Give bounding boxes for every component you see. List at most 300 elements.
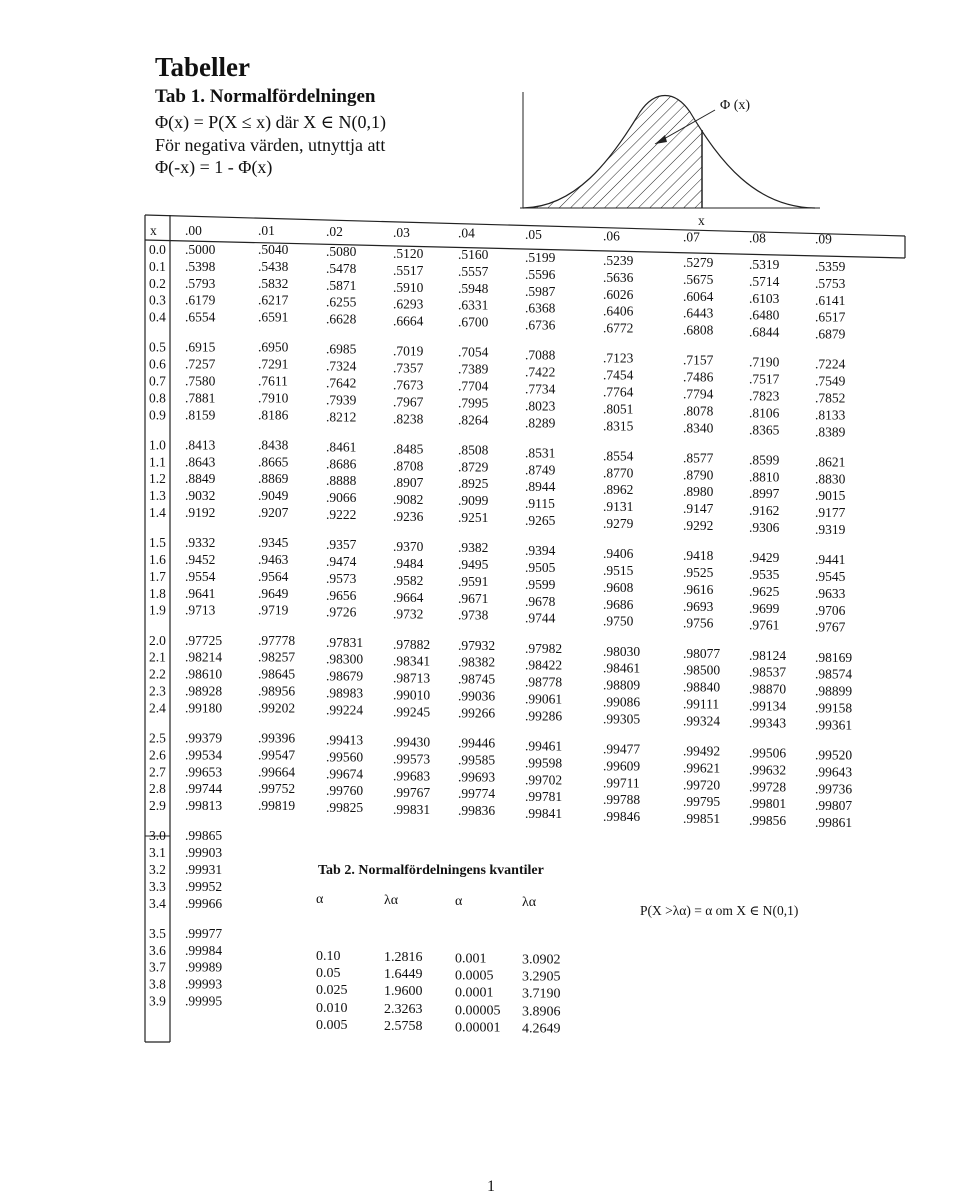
table-1-cell: .98713: [393, 670, 431, 686]
table-1-cell: .99728: [749, 779, 787, 795]
table-1-cell: .5239: [603, 253, 634, 268]
table-1-cell: .9699: [749, 600, 780, 616]
table-1-cell: .9066: [326, 490, 357, 506]
table-1-cell: .99788: [603, 792, 641, 808]
table-1-cell: .7580: [185, 373, 216, 389]
table-1-cell: .99984: [185, 942, 223, 958]
table-1-cell: .8238: [393, 411, 424, 427]
table-1-cell: .7673: [393, 377, 424, 393]
table-1-cell: .99989: [185, 959, 223, 975]
table-1-row-label: 0.9: [149, 407, 166, 423]
table-1-cell: .8106: [749, 405, 780, 421]
table-1-cell: .99520: [815, 747, 853, 763]
table-1-cell: .98422: [525, 657, 563, 673]
table-1-cell: .99825: [326, 800, 364, 816]
table-1-cell: .8962: [603, 482, 634, 498]
table-1-cell: .99010: [393, 687, 431, 703]
table-1-row-label: 1.4: [149, 505, 166, 520]
table-1-cell: .99744: [185, 781, 223, 797]
table-2-title: Tab 2. Normalfördelningens kvantiler: [318, 863, 544, 878]
table-2-cell: 4.2649: [522, 1021, 561, 1037]
table-1-cell: .9370: [393, 539, 424, 555]
table-1-column-header: .01: [258, 223, 275, 238]
table-1-cell: .6915: [185, 339, 216, 355]
table-1-cell: .98124: [749, 647, 787, 663]
table-1-cell: .7995: [458, 395, 489, 411]
table-1-cell: .98645: [258, 666, 296, 682]
table-1-cell: .9332: [185, 535, 216, 551]
table-1-cell: .6331: [458, 297, 489, 313]
table-1-cell: .7549: [815, 373, 846, 389]
table-1-cell: .7734: [525, 381, 556, 397]
table-1-cell: .99585: [458, 752, 496, 768]
table-1-cell: .9192: [185, 505, 216, 520]
table-1-cell: .9564: [258, 568, 289, 584]
table-1-row-label: 0.4: [149, 309, 166, 325]
table-1-cell: .9713: [185, 602, 216, 618]
table-1-cell: .8212: [326, 409, 357, 425]
table-1-cell: .9554: [185, 568, 216, 584]
table-1-cell: .97831: [326, 634, 364, 650]
table-1-cell: .99795: [683, 794, 721, 810]
table-1-cell: .7910: [258, 390, 289, 406]
table-1-cell: .9418: [683, 548, 714, 564]
table-1-cell: .5478: [326, 260, 357, 276]
table-1-cell: .8749: [525, 462, 556, 478]
table-1-row-label: 3.8: [149, 976, 166, 992]
table-1-cell: .8790: [683, 467, 714, 483]
table-1-cell: .8729: [458, 459, 489, 475]
table-1-cell: .99952: [185, 878, 223, 894]
table-1-cell: .99534: [185, 747, 223, 763]
graph-phi-label: Φ (x): [720, 98, 751, 113]
table-1-cell: .8770: [603, 465, 634, 481]
table-1-cell: .99702: [525, 772, 563, 788]
table-1-cell: .8907: [393, 475, 424, 491]
table-1-cell: .8461: [326, 439, 357, 455]
table-1-column-header: .00: [185, 223, 202, 238]
table-1-cell: .97932: [458, 637, 496, 653]
table-1-cell: .9750: [603, 613, 634, 629]
table-1-cell: .98500: [683, 662, 721, 678]
table-1-cell: .9474: [326, 554, 357, 569]
table-1-cell: .99202: [258, 700, 296, 716]
table-1-cell: .9616: [683, 581, 714, 597]
table-1-cell: .99683: [393, 768, 431, 784]
table-1-cell: .98341: [393, 653, 431, 669]
table-1-cell: .9608: [603, 579, 634, 595]
table-1-cell: .97725: [185, 632, 223, 648]
table-1-cell: .6293: [393, 296, 424, 312]
table-1-row-label: 3.9: [149, 993, 166, 1009]
table-1-cell: .9015: [815, 488, 846, 504]
table-1-cell: .9641: [185, 585, 216, 601]
table-1-cell: .9207: [258, 505, 289, 520]
table-1-cell: .99492: [683, 743, 721, 759]
table-1-cell: .9599: [525, 576, 556, 592]
table-1-cell: .9082: [393, 492, 424, 508]
table-1-cell: .9744: [525, 610, 556, 626]
table-2-cell: 0.00001: [455, 1020, 501, 1036]
table-1-cell: .6700: [458, 314, 489, 330]
table-1-cell: .99767: [393, 785, 431, 801]
table-1-cell: .6255: [326, 294, 357, 310]
table-1-cell: .8051: [603, 401, 634, 417]
table-1-cell: .6772: [603, 320, 634, 336]
table-1-row-label: 0.5: [149, 339, 166, 355]
table-1-row-label: 1.8: [149, 585, 166, 601]
table-1-cell: .9625: [749, 583, 780, 599]
table-1-cell: .7764: [603, 384, 634, 400]
table-1-cell: .6443: [683, 305, 714, 321]
table-1-cell: .99836: [458, 803, 496, 819]
table-1-cell: .6179: [185, 292, 216, 308]
table-1-cell: .98809: [603, 677, 641, 693]
table-1-cell: .9441: [815, 552, 846, 568]
table-1-cell: .98956: [258, 683, 296, 699]
table-1-cell: .5120: [393, 246, 424, 261]
table-1-cell: .99819: [258, 798, 296, 814]
table-1-cell: .7517: [749, 371, 780, 387]
table-1-column-header: .06: [603, 228, 620, 244]
table-1-cell: .5675: [683, 271, 714, 287]
negative-values-line-2: Φ(-x) = 1 - Φ(x): [155, 157, 273, 177]
table-1-cell: .6217: [258, 292, 289, 308]
table-1-cell: .8159: [185, 407, 216, 423]
table-1-cell: .5948: [458, 280, 489, 296]
table-1-row-label: 0.6: [149, 356, 166, 372]
table-1-cell: .6844: [749, 324, 780, 340]
table-1-cell: .6554: [185, 309, 216, 325]
table-1-cell: .5871: [326, 277, 357, 293]
table-1-column-header: .05: [525, 227, 542, 242]
table-1-row-label: 0.1: [149, 258, 166, 274]
table-1-row-label: 3.3: [149, 878, 166, 894]
table-1-cell: .8599: [749, 452, 780, 468]
table-1-cell: .8980: [683, 484, 714, 500]
table-1-cell: .9319: [815, 522, 846, 537]
table-1-row-label: 3.6: [149, 942, 166, 958]
table-1-cell: .9505: [525, 560, 556, 575]
table-1-row-label: 2.2: [149, 666, 166, 682]
table-1-cell: .5040: [258, 242, 289, 257]
table-1-cell: .8413: [185, 437, 216, 453]
table-1-cell: .8438: [258, 437, 289, 453]
table-2-cell: 0.0005: [455, 968, 494, 984]
table-1-cell: .99846: [603, 809, 641, 825]
table-1-cell: .7454: [603, 367, 634, 383]
table-1-cell: .6950: [258, 339, 289, 355]
table-1-cell: .5832: [258, 275, 289, 291]
table-1-heading: Tab 1. Normalfördelningen: [155, 86, 376, 107]
table-1-cell: .99774: [458, 786, 496, 802]
table-1-cell: .98382: [458, 654, 496, 670]
table-1-row-label: 1.3: [149, 488, 166, 504]
table-1-cell: .98778: [525, 674, 563, 690]
table-1-cell: .8078: [683, 403, 714, 419]
table-1-cell: .6480: [749, 307, 780, 323]
table-1-cell: .7704: [458, 378, 489, 394]
table-1-cell: .9535: [749, 567, 780, 582]
table-1-cell: .5319: [749, 257, 780, 272]
table-1-cell: .9484: [393, 556, 424, 571]
table-1-cell: .99664: [258, 764, 296, 780]
table-2: [316, 863, 798, 1037]
table-1-cell: .99598: [525, 755, 563, 771]
table-1-cell: .6406: [603, 303, 634, 319]
table-1-cell: .99632: [749, 762, 787, 778]
table-1-cell: .8869: [258, 471, 289, 487]
table-1-cell: .98745: [458, 671, 496, 687]
table-1-cell: .7123: [603, 350, 634, 366]
table-2-cell: 0.001: [455, 951, 487, 967]
table-1-cell: .9357: [326, 537, 357, 553]
table-1-row-label: 2.1: [149, 649, 166, 665]
table-1-cell: .9515: [603, 563, 634, 578]
table-2-note: P(X >λα) = α om X ∈ N(0,1): [640, 903, 799, 918]
table-1-cell: .99180: [185, 700, 223, 716]
table-1-cell: .99506: [749, 745, 787, 761]
table-2-cell: 1.9600: [384, 984, 423, 1000]
table-1-cell: .98077: [683, 645, 721, 661]
table-1-cell: .9671: [458, 590, 489, 606]
table-1-cell: .6517: [815, 309, 846, 325]
table-1-cell: .5910: [393, 279, 424, 295]
table-1-cell: .99547: [258, 747, 296, 763]
table-1-cell: .9732: [393, 606, 424, 622]
table-1-cell: .98574: [815, 666, 853, 682]
table-1-cell: .99841: [525, 806, 563, 822]
table-1-cell: .9664: [393, 589, 424, 605]
table-1-cell: .6879: [815, 326, 846, 342]
table-1-cell: .8186: [258, 407, 289, 423]
table-1-cell: .99036: [458, 688, 496, 704]
table-1-cell: .9406: [603, 546, 634, 562]
table-1-cell: .6103: [749, 290, 780, 306]
table-1-cell: .6664: [393, 313, 424, 329]
table-1-row-label: 2.5: [149, 730, 166, 746]
table-1-row-label: 1.9: [149, 602, 166, 618]
table-2-cell: 0.10: [316, 949, 341, 964]
table-1-cell: .7291: [258, 356, 289, 372]
table-1-cell: .99966: [185, 895, 223, 911]
table-2-cell: 2.5758: [384, 1019, 423, 1035]
table-1-cell: .99134: [749, 698, 787, 714]
table-1-cell: .8849: [185, 471, 216, 487]
table-1-cell: .99643: [815, 764, 853, 780]
table-1-row-label: 2.6: [149, 747, 166, 763]
table-1-row-label: 3.7: [149, 959, 166, 975]
table-1-cell: .6736: [525, 317, 556, 333]
table-1-cell: .99560: [326, 749, 364, 765]
table-1-cell: .98214: [185, 649, 223, 665]
table-1-cell: .6064: [683, 288, 714, 304]
table-1-cell: .7324: [326, 358, 357, 374]
graph-x-label: x: [698, 213, 705, 228]
table-1-cell: .98983: [326, 685, 364, 701]
table-2-cell: 2.3263: [384, 1002, 423, 1018]
table-2-cell: 0.00005: [455, 1003, 501, 1019]
table-1-cell: .99477: [603, 741, 641, 757]
table-1-cell: .9656: [326, 587, 357, 603]
table-1-cell: .8888: [326, 473, 357, 489]
table-1-cell: .7852: [815, 390, 846, 406]
table-1-cell: .8485: [393, 441, 424, 457]
table-1-cell: .7794: [683, 386, 714, 402]
table-2-header: λα: [384, 893, 399, 908]
table-1-cell: .7967: [393, 394, 424, 410]
table-1-row-label: 0.7: [149, 373, 166, 389]
table-1-cell: .7823: [749, 388, 780, 404]
table-1-cell: .99931: [185, 862, 223, 877]
table-1-cell: .99831: [393, 802, 431, 818]
table-1-row-label: 2.8: [149, 781, 166, 797]
table-2-cell: 0.025: [316, 983, 348, 998]
table-1-cell: .99061: [525, 691, 563, 707]
table-1-row-label: 1.6: [149, 552, 166, 567]
table-1-cell: .6591: [258, 309, 289, 325]
table-1-cell: .98257: [258, 649, 296, 665]
table-2-header: α: [316, 892, 324, 907]
table-1-cell: .5557: [458, 263, 489, 279]
table-1-cell: .99995: [185, 993, 223, 1009]
table-1-cell: .5636: [603, 269, 634, 285]
table-1-cell: .99653: [185, 764, 223, 780]
table-1-cell: .8389: [815, 424, 846, 440]
table-1-cell: .5160: [458, 247, 489, 262]
table-1-cell: .5000: [185, 242, 216, 257]
table-1-cell: .7611: [258, 373, 288, 389]
table-1-cell: .7642: [326, 375, 357, 391]
table-1-row-label: 1.5: [149, 535, 166, 551]
table-1-cell: .5279: [683, 255, 714, 270]
table-1-cell: .98537: [749, 664, 787, 680]
table-1-cell: .5438: [258, 258, 289, 274]
table-1-cell: .7881: [185, 390, 216, 406]
table-1-row-label: 0.8: [149, 390, 166, 406]
table-1-cell: .97982: [525, 640, 563, 656]
table-2-cell: 3.0902: [522, 952, 561, 968]
table-1-cell: .9738: [458, 607, 489, 623]
table-1-cell: .7054: [458, 344, 489, 360]
table-1-cell: .99752: [258, 781, 296, 797]
table-1-cell: .9726: [326, 604, 357, 620]
table-1-cell: .9147: [683, 501, 714, 517]
table-1-cell: .99446: [458, 735, 496, 751]
table-1-cell: .98461: [603, 660, 641, 676]
table-1-cell: .99801: [749, 796, 787, 812]
table-1-x-header: x: [150, 223, 157, 238]
table-1-cell: .99086: [603, 694, 641, 710]
table-1-cell: .99609: [603, 758, 641, 774]
table-1-cell: .9649: [258, 585, 289, 601]
table-1-row-label: 1.7: [149, 568, 166, 584]
table-1-column-header: .08: [749, 230, 766, 246]
table-2-cell: 1.6449: [384, 967, 423, 983]
table-2-header: λα: [522, 895, 537, 910]
table-1-cell: .7088: [525, 347, 556, 363]
table-1-cell: .8810: [749, 469, 780, 485]
table-1-cell: .99158: [815, 700, 853, 716]
table-1-cell: .98610: [185, 666, 223, 682]
table-1-cell: .7157: [683, 352, 714, 368]
table-1-cell: .99993: [185, 976, 223, 992]
table-1-cell: .99224: [326, 702, 364, 718]
table-1-cell: .99851: [683, 811, 721, 827]
table-1-cell: .9582: [393, 572, 424, 588]
table-1-cell: .9099: [458, 493, 489, 509]
table-1-cell: .8925: [458, 476, 489, 492]
table-1-cell: .9573: [326, 570, 357, 586]
table-2-cell: 0.005: [316, 1018, 348, 1033]
table-1-row-label: 2.3: [149, 683, 166, 699]
table-1-column-header: .04: [458, 225, 475, 241]
table-1-cell: .9452: [185, 552, 216, 567]
table-1-row-label: 1.2: [149, 471, 166, 487]
table-1-cell: .7019: [393, 343, 424, 359]
table-1-row-label: 2.4: [149, 700, 166, 716]
table-1-cell: .9678: [525, 593, 556, 609]
table-1-cell: .99111: [683, 696, 720, 712]
table-1-cell: .7422: [525, 364, 556, 380]
table-1-cell: .8340: [683, 420, 714, 436]
table-1-cell: .9463: [258, 552, 289, 567]
table-2-cell: 3.2905: [522, 969, 561, 985]
table-1-cell: .99286: [525, 708, 563, 724]
table-1-cell: .99813: [185, 798, 223, 814]
table-1-cell: .5199: [525, 250, 556, 265]
table-1-cell: .9306: [749, 520, 780, 535]
table-1-cell: .8023: [525, 398, 556, 414]
table-1-row-label: 1.1: [149, 454, 166, 470]
table-1-cell: .9767: [815, 619, 846, 635]
table-1-cell: .8686: [326, 456, 357, 472]
table-2-cell: 1.2816: [384, 950, 423, 966]
table-1-cell: .99720: [683, 777, 721, 793]
table-1-cell: .99674: [326, 766, 364, 782]
table-1-cell: .7389: [458, 361, 489, 377]
table-1-cell: .99396: [258, 730, 296, 746]
table-1-column-header: .07: [683, 229, 700, 245]
table-1-cell: .6628: [326, 311, 357, 327]
table-1-cell: .7257: [185, 356, 216, 372]
table-1-cell: .9292: [683, 518, 714, 533]
table-1-cell: .9279: [603, 516, 634, 531]
table-1-cell: .98679: [326, 668, 364, 684]
table-1-cell: .99977: [185, 925, 223, 941]
table-1-cell: .8531: [525, 445, 556, 461]
table-1-cell: .99461: [525, 738, 563, 754]
table-1-cell: .7486: [683, 369, 714, 385]
table-1-row-label: 3.1: [149, 845, 166, 861]
table-1-cell: .9394: [525, 543, 556, 559]
table-2-cell: 3.8906: [522, 1004, 561, 1020]
table-1-cell: .9686: [603, 596, 634, 612]
table-1-cell: .9162: [749, 503, 780, 519]
table-1-cell: .97778: [258, 632, 296, 648]
table-1-cell: .9545: [815, 569, 846, 584]
table-1-cell: .98169: [815, 649, 853, 665]
table-1-row-label: 3.0: [149, 828, 166, 844]
table-1-cell: .7357: [393, 360, 424, 376]
negative-values-line-1: För negativa värden, utnyttja att: [155, 135, 386, 155]
table-1-cell: .99245: [393, 704, 431, 720]
table-1-cell: .99781: [525, 789, 563, 805]
table-1-cell: .99343: [749, 715, 787, 731]
table-1-cell: .97882: [393, 636, 431, 652]
table-1-cell: .99266: [458, 705, 496, 721]
table-1-cell: .99324: [683, 713, 721, 729]
